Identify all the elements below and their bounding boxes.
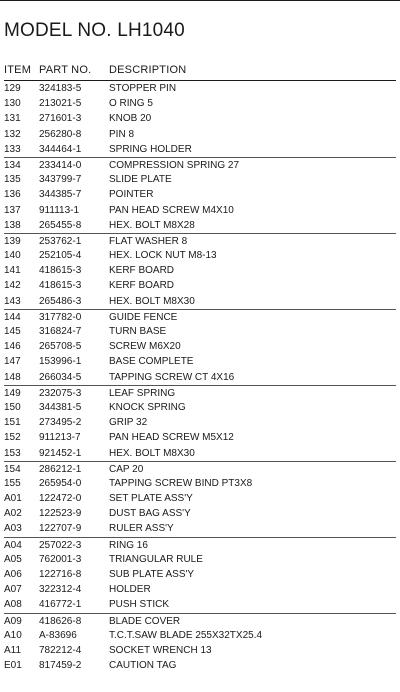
cell-description: POINTER <box>109 189 154 201</box>
cell-item: 144 <box>4 311 21 323</box>
cell-part-no: 122523-9 <box>39 508 82 520</box>
cell-item: 134 <box>4 159 21 171</box>
cell-item: 129 <box>4 83 21 94</box>
cell-part-no: 122707-9 <box>39 523 82 535</box>
cell-part-no: 265455-8 <box>39 219 82 231</box>
table-row <box>4 658 396 673</box>
table-row <box>4 203 396 218</box>
cell-item: A04 <box>4 539 22 551</box>
cell-part-no: 344385-7 <box>39 189 82 201</box>
table-row <box>4 552 396 567</box>
cell-description: SUB PLATE ASS'Y <box>109 569 195 580</box>
cell-item: 152 <box>4 432 21 444</box>
cell-item: A11 <box>4 644 22 656</box>
cell-part-no: 316824-7 <box>39 326 82 337</box>
cell-part-no: 265486-3 <box>39 295 82 307</box>
cell-item: 151 <box>4 417 21 429</box>
cell-item: 135 <box>4 174 21 186</box>
table-row <box>4 415 396 430</box>
cell-part-no: 232075-3 <box>39 387 82 399</box>
cell-description: FLAT WASHER 8 <box>109 235 188 247</box>
table-row <box>4 643 396 658</box>
table-row <box>4 157 396 172</box>
cell-description: COMPRESSION SPRING 27 <box>109 159 240 171</box>
cell-item: 142 <box>4 280 21 292</box>
cell-part-no: 213021-5 <box>39 98 82 110</box>
cell-part-no: 817459-2 <box>39 660 82 672</box>
cell-item: 140 <box>4 250 21 262</box>
cell-description: TAPPING SCREW CT 4X16 <box>109 371 235 383</box>
cell-part-no: 271601-3 <box>39 113 82 125</box>
cell-description: GRIP 32 <box>109 417 148 429</box>
table-row <box>4 430 396 445</box>
cell-part-no: 286212-1 <box>39 463 82 475</box>
cell-description: PUSH STICK <box>109 599 170 611</box>
cell-description: KNOCK SPRING <box>109 401 186 413</box>
table-row <box>4 324 396 339</box>
table-row <box>4 582 396 597</box>
cell-part-no: 418615-3 <box>39 265 82 277</box>
cell-description: O RING 5 <box>109 98 153 110</box>
cell-item: A08 <box>4 599 22 611</box>
cell-description: PIN 8 <box>109 128 135 140</box>
table-header <box>4 64 396 80</box>
cell-item: 148 <box>4 371 21 383</box>
cell-description: CAUTION TAG <box>109 660 177 672</box>
cell-item: 136 <box>4 189 21 201</box>
cell-part-no: 122716-8 <box>39 569 82 580</box>
cell-part-no: 256280-8 <box>39 128 82 140</box>
cell-description: SPRING HOLDER <box>109 143 192 155</box>
cell-part-no: 233414-0 <box>39 159 82 171</box>
cell-description: DUST BAG ASS'Y <box>109 508 191 520</box>
cell-part-no: 252105-4 <box>39 250 82 262</box>
cell-description: HOLDER <box>109 584 151 596</box>
cell-part-no: 344381-5 <box>39 401 82 413</box>
cell-item: 131 <box>4 113 21 125</box>
cell-part-no: 317782-0 <box>39 311 82 323</box>
table-row <box>4 613 396 628</box>
cell-item: 137 <box>4 204 21 216</box>
cell-part-no: 273495-2 <box>39 417 82 429</box>
table-row <box>4 628 396 643</box>
cell-item: 147 <box>4 356 21 368</box>
cell-description: LEAF SPRING <box>109 387 176 399</box>
cell-description: PAN HEAD SCREW M4X10 <box>109 204 234 216</box>
cell-item: 141 <box>4 265 21 277</box>
cell-description: GUIDE FENCE <box>109 311 178 323</box>
cell-part-no: 418615-3 <box>39 280 82 292</box>
cell-part-no: 265708-5 <box>39 341 82 353</box>
cell-description: HEX. BOLT M8X30 <box>109 295 195 307</box>
column-header-description: DESCRIPTION <box>109 64 187 76</box>
cell-item: 132 <box>4 128 21 140</box>
cell-item: 139 <box>4 235 21 247</box>
page-title: MODEL NO. LH1040 <box>4 20 185 41</box>
cell-part-no: 911213-7 <box>39 432 81 444</box>
table-row <box>4 339 396 354</box>
table-row <box>4 294 396 309</box>
cell-description: BLADE COVER <box>109 615 181 627</box>
cell-part-no: 265954-0 <box>39 477 82 489</box>
column-header-item: ITEM <box>4 64 32 76</box>
cell-part-no: 911113-1 <box>39 204 80 216</box>
cell-description: CAP 20 <box>109 463 144 475</box>
cell-item: A05 <box>4 553 22 565</box>
table-row <box>4 233 396 248</box>
cell-part-no: 324183-5 <box>39 83 82 94</box>
cell-description: SOCKET WRENCH 13 <box>109 644 212 656</box>
cell-item: A06 <box>4 569 22 580</box>
table-row <box>4 354 396 369</box>
cell-item: A03 <box>4 523 22 535</box>
cell-description: SCREW M6X20 <box>109 341 181 353</box>
column-header-part-no: PART NO. <box>39 64 92 76</box>
table-row <box>4 506 396 521</box>
cell-item: 143 <box>4 295 21 307</box>
cell-description: STOPPER PIN <box>109 83 177 94</box>
table-row <box>4 81 396 96</box>
cell-description: HEX. BOLT M8X28 <box>109 219 195 231</box>
cell-part-no: 343799-7 <box>39 174 82 186</box>
cell-description: SLIDE PLATE <box>109 174 172 186</box>
table-row <box>4 263 396 278</box>
cell-description: TURN BASE <box>109 326 167 337</box>
cell-part-no: A-83696 <box>39 629 77 641</box>
table-row <box>4 111 396 126</box>
cell-part-no: 921452-1 <box>39 447 82 459</box>
cell-part-no: 416772-1 <box>39 599 82 611</box>
top-rule <box>0 0 400 1</box>
table-row <box>4 597 396 612</box>
cell-item: A01 <box>4 493 22 505</box>
cell-part-no: 762001-3 <box>39 553 82 565</box>
cell-item: A02 <box>4 508 22 520</box>
table-row <box>4 142 396 157</box>
table-row <box>4 309 396 324</box>
cell-description: SET PLATE ASS'Y <box>109 493 193 505</box>
cell-item: 146 <box>4 341 21 353</box>
cell-part-no: 153996-1 <box>39 356 82 368</box>
cell-description: TAPPING SCREW BIND PT3X8 <box>109 477 253 489</box>
cell-description: PAN HEAD SCREW M5X12 <box>109 432 234 444</box>
cell-description: TRIANGULAR RULE <box>109 553 203 565</box>
table-row <box>4 127 396 142</box>
cell-description: HEX. LOCK NUT M8-13 <box>109 250 217 262</box>
cell-item: 133 <box>4 143 21 155</box>
cell-item: 138 <box>4 219 21 231</box>
cell-description: T.C.T.SAW BLADE 255X32TX25.4 <box>109 629 263 641</box>
table-row <box>4 446 396 461</box>
table-row <box>4 172 396 187</box>
table-row <box>4 370 396 385</box>
cell-item: 145 <box>4 326 21 337</box>
cell-item: A07 <box>4 584 22 596</box>
parts-table <box>4 81 396 673</box>
cell-part-no: 122472-0 <box>39 493 82 505</box>
table-row <box>4 385 396 400</box>
table-row <box>4 491 396 506</box>
cell-part-no: 257022-3 <box>39 539 82 551</box>
table-row <box>4 461 396 476</box>
cell-item: 154 <box>4 463 21 475</box>
table-row <box>4 537 396 552</box>
cell-item: E01 <box>4 660 22 672</box>
cell-part-no: 782212-4 <box>39 644 82 656</box>
cell-description: RULER ASS'Y <box>109 523 174 535</box>
cell-part-no: 418626-8 <box>39 615 82 627</box>
table-row <box>4 567 396 582</box>
cell-item: 149 <box>4 387 21 399</box>
cell-part-no: 322312-4 <box>39 584 82 596</box>
cell-description: KNOB 20 <box>109 113 152 125</box>
cell-part-no: 253762-1 <box>39 235 82 247</box>
cell-item: A09 <box>4 615 22 627</box>
table-row <box>4 278 396 293</box>
table-row <box>4 187 396 202</box>
table-row <box>4 248 396 263</box>
cell-description: KERF BOARD <box>109 280 175 292</box>
cell-item: 150 <box>4 401 21 413</box>
cell-item: A10 <box>4 629 22 641</box>
cell-description: KERF BOARD <box>109 265 175 277</box>
cell-part-no: 266034-5 <box>39 371 82 383</box>
cell-item: 155 <box>4 477 21 489</box>
cell-item: 130 <box>4 98 21 110</box>
cell-description: RING 16 <box>109 539 148 551</box>
table-row <box>4 218 396 233</box>
cell-item: 153 <box>4 447 21 459</box>
table-row <box>4 521 396 536</box>
table-row <box>4 400 396 415</box>
cell-description: BASE COMPLETE <box>109 356 194 368</box>
table-row <box>4 476 396 491</box>
cell-description: HEX. BOLT M8X30 <box>109 447 195 459</box>
cell-part-no: 344464-1 <box>39 143 82 155</box>
table-row <box>4 96 396 111</box>
